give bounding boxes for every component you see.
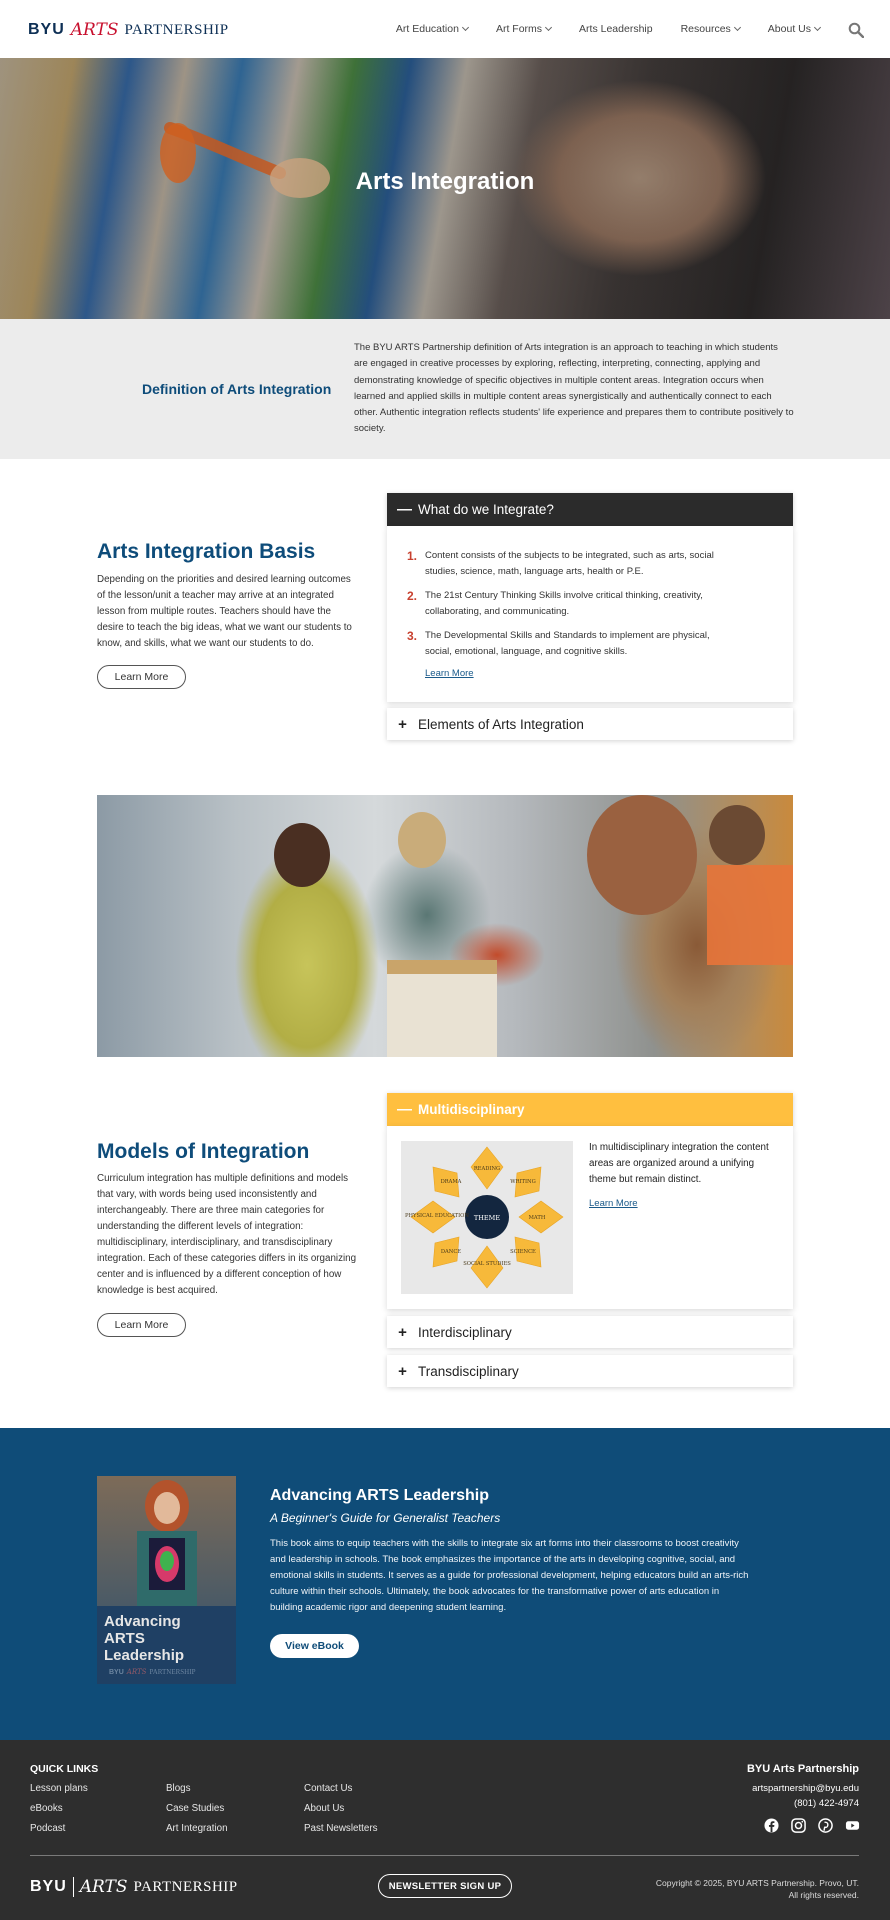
nav-label: Art Forms <box>495 23 543 35</box>
accordion-title: Transdisciplinary <box>418 1363 519 1379</box>
nav-label: Arts Leadership <box>579 23 653 35</box>
cover-title-line: ARTS <box>104 1630 145 1647</box>
minus-icon: — <box>397 501 412 518</box>
accordion-multidisciplinary[interactable] <box>387 1093 793 1126</box>
quick-links-title: QUICK LINKS <box>30 1763 99 1775</box>
cover-logo-arts: ARTS <box>126 1668 147 1676</box>
copyright <box>639 1877 859 1901</box>
definition-text: The BYU ARTS Partnership definition of Arts integration is an approach to teaching in which students are engaged in creative processes by exploring, reflecting, interpreting, connecting, applying and demonstrating knowledge of specific objectives in multiple content areas. Integration occurs when learned and applied skills in multiple content areas synergistically and authentically connect to each other. Authentic integration reflects students' life experience and prepares them to contribute positively to society. <box>354 342 794 435</box>
newsletter-signup-button[interactable]: NEWSLETTER SIGN UP <box>378 1874 512 1898</box>
book-title: Advancing ARTS Leadership <box>270 1487 489 1504</box>
accordion-what-do-we-integrate[interactable] <box>387 493 793 526</box>
list-item <box>407 548 737 580</box>
petal-science: SCIENCE <box>510 1249 536 1255</box>
cover-title-line: Advancing <box>104 1613 181 1630</box>
definition-section <box>0 319 890 459</box>
diagram-center-theme: THEME <box>473 1214 501 1222</box>
book-cover-image[interactable] <box>97 1476 236 1684</box>
petal-writing: WRITING <box>510 1179 536 1185</box>
instagram-icon[interactable] <box>791 1818 806 1833</box>
list-number: 1. <box>407 549 418 563</box>
petal-math: MATH <box>528 1215 546 1221</box>
basis-text: Depending on the priorities and desired learning outcomes of the lesson/unit a teacher may arrive at an integrated lesson from multiple routes. Teachers should have the desire to teach the big ideas, what we want our students to know, and skills, what we want our students to do. <box>97 574 352 649</box>
plus-icon: + <box>398 1323 407 1341</box>
nav-label: About Us <box>767 23 811 35</box>
petal-drama: DRAMA <box>440 1179 462 1185</box>
multidisciplinary-learn-more-link[interactable]: Learn More <box>589 1198 638 1209</box>
nav-arts-leadership[interactable] <box>579 23 653 35</box>
chevron-down-icon <box>734 24 741 31</box>
accordion-title: Multidisciplinary <box>418 1102 525 1117</box>
accordion-interdisciplinary[interactable] <box>387 1316 793 1348</box>
site-header <box>0 0 890 58</box>
basis-learn-more-button[interactable]: Learn More <box>97 665 186 689</box>
minus-icon: — <box>397 1101 412 1118</box>
list-text: The Developmental Skills and Standards to implement are physical, social, emotional, language, and cognitive skills. <box>425 630 710 657</box>
pinterest-icon[interactable] <box>818 1818 833 1833</box>
logo-partnership: PARTNERSHIP <box>124 21 229 38</box>
classroom-photo-art <box>97 795 793 1057</box>
petal-dance: DANCE <box>440 1249 462 1255</box>
cover-logo-byu: BYU <box>109 1668 124 1676</box>
definition-title: Definition of Arts Integration <box>142 381 332 397</box>
hero-banner <box>0 58 890 319</box>
logo-arts: ARTS <box>70 20 119 40</box>
accordion-panel-what-do-we-integrate <box>387 526 793 702</box>
footer-link-past-newsletters[interactable]: Past Newsletters <box>304 1823 378 1834</box>
book-cover-title <box>104 1613 184 1664</box>
list-number: 3. <box>407 629 418 643</box>
copyright-line: All rights reserved. <box>788 1890 859 1900</box>
footer-email[interactable]: artspartnership@byu.edu <box>752 1783 859 1794</box>
footer-link-art-integration[interactable]: Art Integration <box>166 1823 228 1834</box>
multidisciplinary-diagram <box>401 1141 573 1294</box>
copyright-line: Copyright © 2025, BYU ARTS Partnership. Provo, UT. <box>655 1878 859 1888</box>
footer-logo-byu: BYU <box>30 1878 67 1895</box>
footer-logo-arts: ARTS <box>79 1877 128 1897</box>
footer-org-name: BYU Arts Partnership <box>746 1763 859 1775</box>
accordion-elements-of-arts-integration[interactable] <box>387 708 793 740</box>
view-ebook-button[interactable]: View eBook <box>270 1634 359 1658</box>
basis-title: Arts Integration Basis <box>97 540 316 563</box>
nav-label: Resources <box>680 23 731 35</box>
accordion-transdisciplinary[interactable] <box>387 1355 793 1387</box>
accordion-title: What do we Integrate? <box>418 502 554 517</box>
petal-physical-education: PHYSICAL EDUCATION <box>405 1213 469 1219</box>
footer-link-podcast[interactable]: Podcast <box>30 1823 66 1834</box>
models-learn-more-button[interactable]: Learn More <box>97 1313 186 1337</box>
site-logo[interactable] <box>28 18 229 42</box>
book-subtitle: A Beginner's Guide for Generalist Teachers <box>270 1511 501 1525</box>
cover-title-line: Leadership <box>104 1647 185 1664</box>
footer-divider <box>30 1855 859 1856</box>
logo-byu: BYU <box>28 21 65 38</box>
accordion-panel-multidisciplinary <box>387 1126 793 1309</box>
main-nav <box>396 0 820 58</box>
accordion-title: Elements of Arts Integration <box>418 716 584 732</box>
youtube-icon[interactable] <box>845 1818 860 1833</box>
nav-art-forms[interactable] <box>496 23 551 35</box>
petal-reading: READING <box>473 1166 501 1172</box>
models-text: Curriculum integration has multiple definitions and models that vary, with words being used inconsistently and interchangeably. There are three main categories for understanding the different levels of integration: multidisciplinary, interdisciplinary, and transdisciplinary integration. Each of these categories differs in its organizing center and is influenced by a different conception of how knowledge is best acquired. <box>97 1173 357 1296</box>
nav-label: Art Education <box>395 23 459 35</box>
classroom-photo <box>97 795 793 1057</box>
chevron-down-icon <box>814 24 821 31</box>
plus-icon: + <box>398 1362 407 1380</box>
multidisciplinary-text: In multidisciplinary integration the content areas are organized around a unifying theme but remain distinct. <box>589 1142 769 1185</box>
search-icon[interactable] <box>848 22 864 38</box>
footer-logo[interactable] <box>30 1877 238 1897</box>
footer-link-ebooks[interactable]: eBooks <box>30 1803 63 1814</box>
book-description: This book aims to equip teachers with the skills to integrate six art forms into their classrooms to boost creativity and leadership in schools. The book emphasizes the importance of the arts in developing cognitive, social, and emotional skills in students. It serves as a guide for professional development, helping educators build an arts-rich culture within their schools. Ultimately, the book advocates for the transformative power of arts education in building academic rigor and deepening student learning. <box>270 1538 749 1613</box>
hero-title: Arts Integration <box>355 168 535 195</box>
chevron-down-icon <box>545 24 552 31</box>
footer-logo-partnership: PARTNERSHIP <box>133 1878 238 1895</box>
integrate-learn-more-link[interactable]: Learn More <box>425 668 474 679</box>
book-cover-logo <box>109 1668 195 1676</box>
nav-resources[interactable] <box>681 23 740 35</box>
accordion-title: Interdisciplinary <box>418 1324 512 1340</box>
list-text: Content consists of the subjects to be integrated, such as arts, social studies, science, math, language arts, health or P.E. <box>425 550 714 577</box>
petal-social-studies: SOCIAL STUDIES <box>463 1261 511 1267</box>
list-item <box>407 588 737 620</box>
plus-icon: + <box>398 715 407 733</box>
list-item <box>407 628 737 660</box>
nav-about-us[interactable] <box>768 23 820 35</box>
facebook-icon[interactable] <box>764 1818 779 1833</box>
social-links <box>764 1818 860 1833</box>
footer-phone[interactable]: (801) 422-4974 <box>794 1798 859 1809</box>
nav-art-education[interactable] <box>396 23 468 35</box>
footer-link-case-studies[interactable]: Case Studies <box>166 1803 225 1814</box>
models-title: Models of Integration <box>97 1140 310 1163</box>
chevron-down-icon <box>462 24 469 31</box>
book-promo-section <box>0 1428 890 1740</box>
list-number: 2. <box>407 589 418 603</box>
footer-link-lesson-plans[interactable]: Lesson plans <box>30 1783 88 1794</box>
footer-link-contact-us[interactable]: Contact Us <box>304 1783 353 1794</box>
cover-logo-partnership: PARTNERSHIP <box>149 1668 196 1676</box>
footer-link-about-us[interactable]: About Us <box>304 1803 345 1814</box>
footer-logo-divider <box>73 1877 74 1897</box>
list-text: The 21st Century Thinking Skills involve critical thinking, creativity, collaborating, and communicating. <box>425 590 703 617</box>
site-footer <box>0 1740 890 1920</box>
footer-link-blogs[interactable]: Blogs <box>166 1783 191 1794</box>
